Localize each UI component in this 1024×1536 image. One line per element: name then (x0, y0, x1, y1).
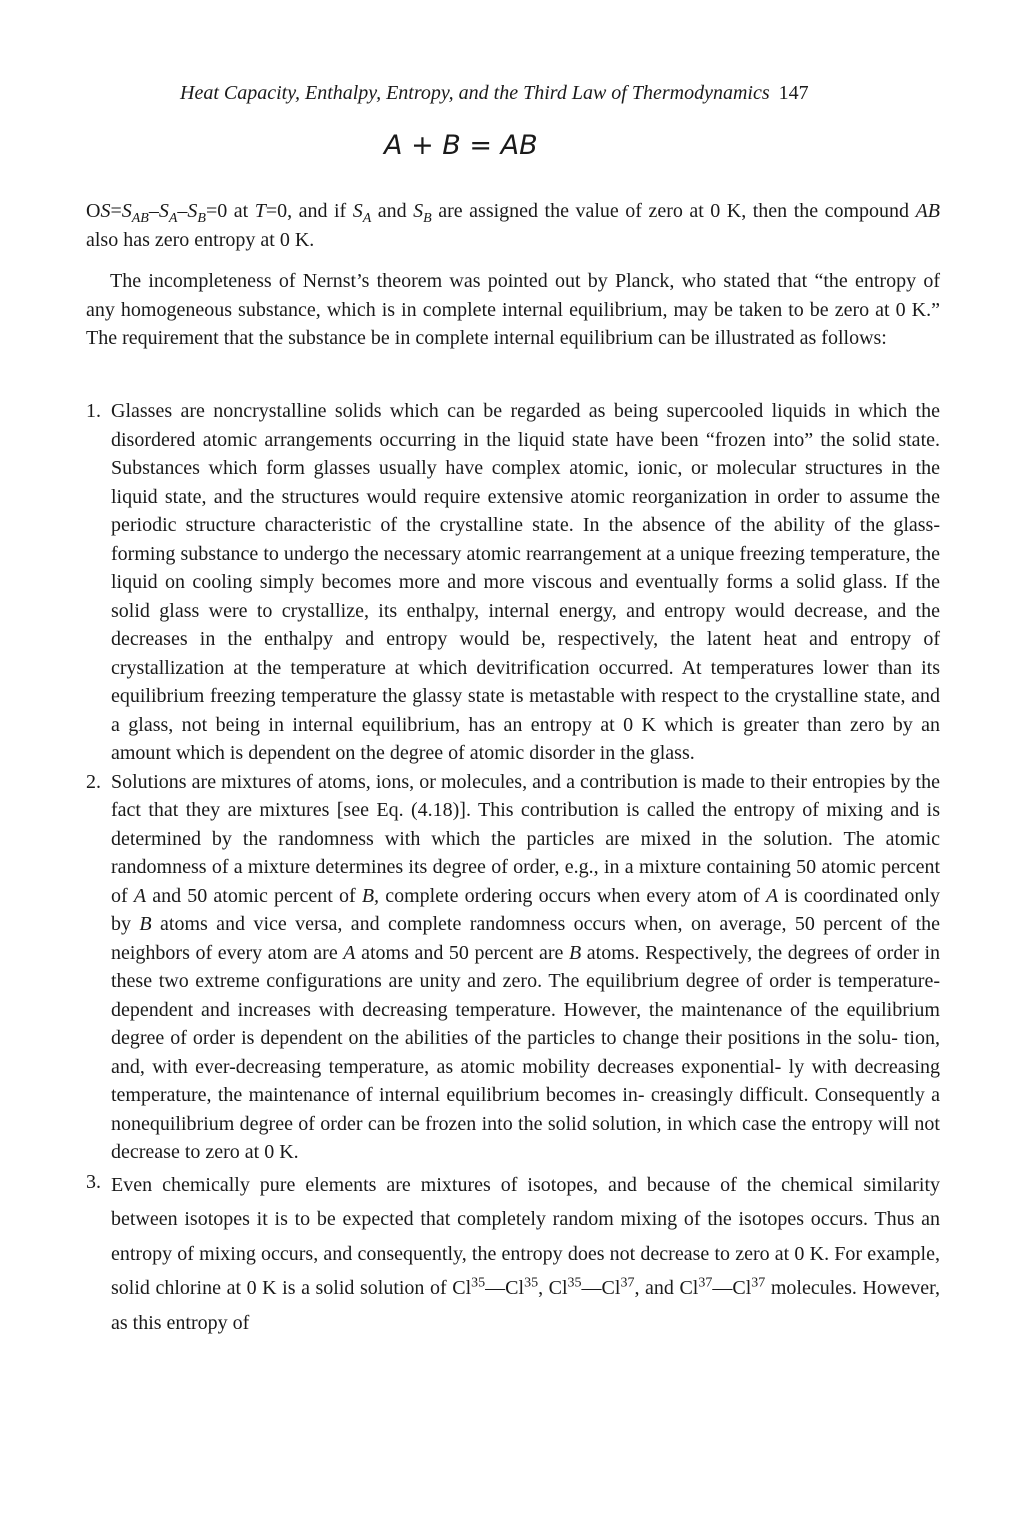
list-item-text-glasses: Glasses are noncrystalline solids which can be regarded as being supercooled liquids in which the disordered atomic arrangements occurring in the liquid state have been “frozen into” the solid state. Substances which form glasses usually have complex atomic, ionic, or molecular structures in the liquid state, and the structures would require extensive atomic reorganization in order to assume the periodic structure characteristic of the crystalline state. In the absence of the ability of the glass-forming substance to undergo the necessary atomic rearrangement at a unique freezing temperature, the liquid on cooling simply becomes more and more viscous and eventually forms a solid glass. If the solid glass were to crystallize, its enthalpy, internal energy, and entropy would decrease, and the decreases in the enthalpy and entropy would be, respectively, the latent heat and entropy of crystallization at the temperature at which devitrification occurred. At temperatures lower than its equilibrium freezing temperature the glassy state is metastable with respect to the crystalline state, and a glass, not being in internal equilibrium, has an entropy at 0 K which is greater than zero by an amount which is dependent on the degree of atomic disorder in the glass. (111, 400, 940, 764)
reaction-equation (384, 130, 538, 161)
paragraph-planck: The incompleteness of Nernst’s theorem was pointed out by Planck, who stated that “the entropy of any homogeneous substance, which is in complete internal equilibrium, may be taken to be zero at 0 K.” The requirement that the substance be in complete internal equilibrium can be illustrated as follows: (86, 270, 940, 349)
eq-plus: + (411, 130, 434, 161)
eq-term-b: B (442, 130, 461, 161)
list-item-number: 1. (86, 400, 101, 422)
list-item-number: 3. (86, 1170, 101, 1193)
running-header (180, 80, 940, 106)
page-number: 147 (778, 82, 809, 104)
running-title: Heat Capacity, Enthalpy, Entropy, and the Third Law of Thermodynamics (180, 82, 770, 104)
list-item (86, 1168, 940, 1341)
paragraph-entropy-condition: $OS=S_{AB}-S_A-S_B=0$ at T=0, and if $S_A$ and $S_B$ are assigned the value of zero at 0 K, then the compound AB also has zero entropy at 0 K. (86, 200, 940, 251)
list-item (86, 768, 940, 1167)
list-item-text-isotopes: Even chemically pure elements are mixtures of isotopes, and because of the chemical similarity between isotopes it is to be expected that completely random mixing of the isotopes occurs. Thus an entropy of mixing occurs, and consequently, the entropy does not decrease to zero at 0 K. For example, solid chlorine at 0 K is a solid solution of Cl$^{35}$—Cl$^{35}$, Cl$^{35}$—Cl$^{37}$, and Cl$^{37}$—Cl$^{37}$ molecules. However, as this entropy of (111, 1173, 940, 1334)
list-item (86, 397, 940, 768)
list-item-text-solutions: Solutions are mixtures of atoms, ions, or molecules, and a contribution is made to their entropies by the fact that they are mixtures [see Eq. (4.18)]. This contribution is called the entropy of mixing and is determined by the randomness with which the particles are mixed in the solution. The atomic randomness of a mixture determines its degree of order, e.g., in a mixture containing 50 atomic percent of A and 50 atomic percent of B, complete ordering occurs when every atom of A is coordinated only by B atoms and vice versa, and complete randomness occurs when, on average, 50 percent of the neighbors of every atom are A atoms and 50 percent are B atoms. Respectively, the degrees of order in these two extreme configurations are unity and zero. The equilibrium degree of order is temperature-dependent and increases with decreasing temperature. However, the maintenance of the equilibrium degree of order is dependent on the abilities of the particles to change their positions in the solu- tion, and, with ever-decreasing temperature, as atomic mobility decreases exponential- ly with decreasing temperature, the maintenance of internal equilibrium becomes in- creasingly difficult. Consequently a nonequilibrium degree of order can be frozen into the solid solution, in which case the entropy will not decrease to zero at 0 K. (111, 770, 941, 1163)
list-item-number: 2. (86, 770, 101, 793)
eq-equals: = (469, 130, 493, 161)
eq-term-ab: AB (500, 130, 538, 161)
eq-term-a: A (384, 130, 403, 161)
numbered-list (86, 397, 940, 1340)
